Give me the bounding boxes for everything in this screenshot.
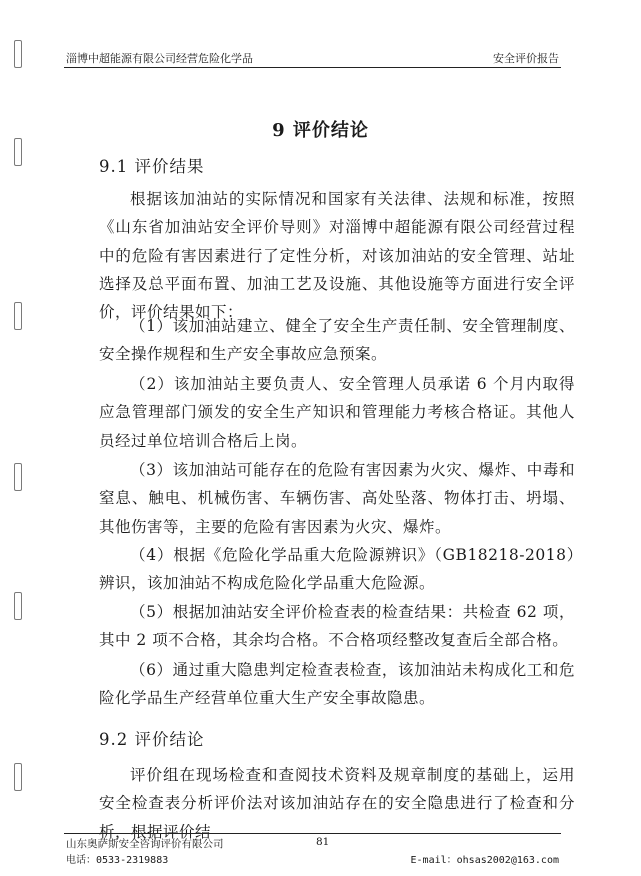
paragraph: （5）根据加油站安全评价检查表的检查结果：共检查 62 项，其中 2 项不合格，其余均合格。不合格项经整改复查后全部合格。: [99, 603, 575, 650]
footer-phone: 电话：0533-2319883: [66, 855, 169, 866]
paragraph: （2）该加油站主要负责人、安全管理人员承诺 6 个月内取得应急管理部门颁发的安全生产知识和管理能力考核合格证。其他人员经过单位培训合格后上岗。: [99, 375, 575, 450]
binding-hole-mark: [14, 463, 22, 491]
binding-hole-mark: [14, 40, 22, 68]
header-report-type: 安全评价报告: [493, 52, 559, 65]
page-header: [64, 49, 561, 68]
chapter-title: 9 评价结论: [272, 120, 369, 141]
paragraph: （4）根据《危险化学品重大危险源辨识》（GB18218-2018）辨识，该加油站不构成危险化学品重大危险源。: [99, 546, 575, 593]
binding-hole-mark: [14, 138, 22, 166]
page-number: 81: [316, 836, 330, 848]
page-footer: [64, 833, 561, 868]
paragraph: 根据该加油站的实际情况和国家有关法律、法规和标准，按照《山东省加油站安全评价导则》对淄博中超能源有限公司经营过程中的危险有害因素进行了定性分析，对该加油站的安全管理、站址选择及总平面布置、加油工艺及设施、其他设施等方面进行安全评价，评价结果如下：: [99, 190, 575, 322]
paragraph: （3）该加油站可能存在的危险有害因素为火灾、爆炸、中毒和窒息、触电、机械伤害、车辆伤害、高处坠落、物体打击、坍塌、其他伤害等，主要的危险有害因素为火灾、爆炸。: [99, 461, 575, 536]
footer-email: E-mail：ohsas2002@163.com: [410, 855, 559, 866]
paragraph: （6）通过重大隐患判定检查表检查，该加油站未构成化工和危险化学品生产经营单位重大生产安全事故隐患。: [99, 661, 575, 708]
header-company: 淄博中超能源有限公司经营危险化学品: [66, 52, 253, 65]
section-title: 9.2 评价结论: [99, 730, 205, 749]
paragraph: （1）该加油站建立、健全了安全生产责任制、安全管理制度、安全操作规程和生产安全事故应急预案。: [99, 317, 575, 364]
binding-hole-mark: [14, 592, 22, 620]
footer-org: 山东奥萨斯安全咨询评价有限公司: [66, 838, 224, 850]
section-title: 9.1 评价结果: [99, 157, 205, 176]
paragraph: 评价组在现场检查和查阅技术资料及规章制度的基础上，运用安全检查表分析评价法对该加油站存在的安全隐患进行了检查和分析，根据评价结: [99, 766, 575, 841]
binding-hole-mark: [14, 763, 22, 791]
binding-hole-mark: [14, 302, 22, 330]
